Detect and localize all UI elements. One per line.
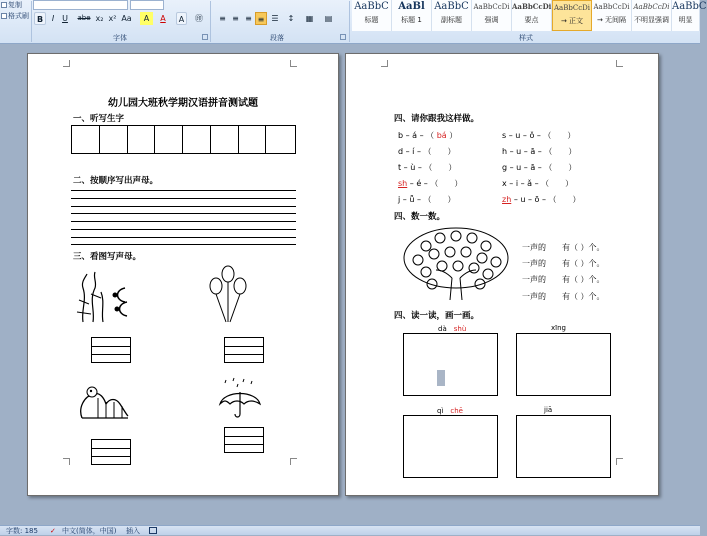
style-heading-1[interactable]: AaBl 标题 1 <box>392 0 432 31</box>
dictation-grid <box>71 125 296 154</box>
superscript-button[interactable]: x² <box>108 14 117 23</box>
crop-mark <box>63 60 70 67</box>
style-strong[interactable]: AaBbCcDi 要点 <box>512 0 552 31</box>
section-heading: 三、看图写声母。 <box>73 252 142 262</box>
bold-button[interactable]: B <box>34 12 46 25</box>
pinyin-row: b – á – （ bá ） <box>398 131 458 140</box>
pinyin-row: g – u – ā – （ ） <box>502 163 577 172</box>
crop-mark <box>290 60 297 67</box>
pinyin-row: sh – é – （ ） <box>398 179 463 188</box>
line-spacing-button[interactable]: ↕ <box>287 14 295 23</box>
crop-mark <box>63 458 70 465</box>
shading-button[interactable]: ▦ <box>305 14 314 23</box>
pinyin-row: s – u – ǒ – （ ） <box>502 131 576 140</box>
caterpillar-picture <box>76 384 134 424</box>
style-title[interactable]: AaBbC 标题 <box>352 0 392 31</box>
style-subtitle[interactable]: AaBbC 副标题 <box>432 0 472 31</box>
drawing-box[interactable] <box>403 333 498 396</box>
pinyin-row: j – ǖ – （ ） <box>398 195 456 204</box>
divider <box>31 1 32 42</box>
macro-record-icon[interactable] <box>149 527 157 534</box>
count-row: 一声的 有（ ）个。 <box>522 275 605 284</box>
pinyin-row: x – i – ǎ – （ ） <box>502 179 574 188</box>
section-heading: 一、听写生字 <box>73 114 125 124</box>
pinyin-label: qì chē <box>437 407 463 415</box>
balloons-picture <box>206 264 254 326</box>
styles-gallery <box>352 0 707 33</box>
crop-mark <box>290 458 297 465</box>
pinyin-row: zh – u – ō – （ ） <box>502 195 581 204</box>
pinyin-label: dà shù <box>438 325 467 333</box>
divider <box>349 1 350 42</box>
drawing-box[interactable] <box>516 415 611 478</box>
page-1[interactable] <box>27 53 339 496</box>
underline-button[interactable]: U <box>62 14 68 23</box>
clipboard-group <box>0 0 30 33</box>
section-heading: 二、按顺序写出声母。 <box>73 176 159 186</box>
crop-mark <box>616 60 623 67</box>
page-2[interactable] <box>345 53 659 496</box>
font-dialog-launcher-icon[interactable] <box>202 34 208 40</box>
ribbon <box>0 0 707 44</box>
justify-button[interactable]: ≡ <box>255 12 267 25</box>
drawing-box[interactable] <box>516 333 611 396</box>
copy-button[interactable]: 复制 <box>0 0 30 11</box>
text-cursor <box>437 370 445 386</box>
align-right-button[interactable]: ≡ <box>245 14 252 23</box>
crop-mark <box>381 60 388 67</box>
styles-group-label: 样式 <box>519 34 533 42</box>
answer-box <box>224 337 264 363</box>
section-heading: 四、读一读，画一画。 <box>394 311 480 321</box>
answer-box <box>91 337 131 363</box>
font-size-select[interactable] <box>130 0 164 10</box>
align-left-button[interactable]: ≡ <box>219 14 226 23</box>
font-name-select[interactable] <box>33 0 128 10</box>
subscript-button[interactable]: x₂ <box>95 14 104 23</box>
four-line-grid <box>71 190 296 214</box>
pinyin-label: xīng <box>551 324 566 332</box>
style-no-spacing[interactable]: AaBbCcDi → 无间隔 <box>592 0 632 31</box>
style-normal[interactable]: AaBbCcDi → 正文 <box>552 0 592 31</box>
paragraph-group-label: 段落 <box>270 34 284 42</box>
align-center-button[interactable]: ≡ <box>232 14 239 23</box>
format-painter-icon <box>1 13 7 19</box>
document-area[interactable] <box>0 44 700 525</box>
change-case-button[interactable]: Aa <box>121 14 132 23</box>
divider <box>210 1 211 42</box>
page-title: 幼儿园大班秋学期汉语拼音测试题 <box>108 98 258 109</box>
style-subtle-emphasis[interactable]: AaBbCcDi 不明显强调 <box>632 0 672 31</box>
drawing-box[interactable] <box>403 415 498 478</box>
char-shading-button[interactable]: A <box>176 12 187 25</box>
count-row: 一声的 有（ ）个。 <box>522 292 605 301</box>
count-row: 一声的 有（ ）个。 <box>522 259 605 268</box>
umbrella-picture <box>216 376 264 420</box>
style-intense[interactable]: AaBbC 明显 <box>672 0 700 31</box>
proofing-icon[interactable]: ✓ <box>50 527 56 535</box>
section-heading: 四、请你跟我这样做。 <box>394 114 480 124</box>
apple-tree-picture <box>400 226 510 302</box>
style-emphasis[interactable]: AaBbCcDi 强调 <box>472 0 512 31</box>
pinyin-row: t – ù – （ ） <box>398 163 457 172</box>
language-indicator[interactable]: 中文(简体，中国) <box>62 527 117 535</box>
crop-mark <box>616 458 623 465</box>
highlight-button[interactable]: A <box>140 12 153 25</box>
insert-mode[interactable]: 插入 <box>126 527 140 535</box>
enclose-char-button[interactable]: ㊞ <box>195 14 203 23</box>
plant-picture <box>75 270 137 326</box>
font-group-label: 字体 <box>113 34 127 42</box>
font-color-button[interactable]: A <box>160 14 166 23</box>
italic-button[interactable]: I <box>51 14 55 23</box>
status-bar <box>0 525 700 535</box>
paragraph-dialog-launcher-icon[interactable] <box>340 34 346 40</box>
answer-box <box>91 439 131 465</box>
borders-button[interactable]: ▤ <box>324 14 333 23</box>
strikethrough-button[interactable]: abe <box>77 14 91 22</box>
pinyin-row: h – u – ā – （ ） <box>502 147 577 156</box>
four-line-grid <box>71 221 296 245</box>
distributed-button[interactable]: ☰ <box>271 14 279 23</box>
format-painter-button[interactable]: 格式刷 <box>0 11 30 22</box>
word-count[interactable]: 字数: 185 <box>6 527 38 535</box>
answer-box <box>224 427 264 453</box>
pinyin-row: d – í – （ ） <box>398 147 456 156</box>
section-heading: 四、数一数。 <box>394 212 446 222</box>
pinyin-label: jiā <box>544 406 553 414</box>
count-row: 一声的 有（ ）个。 <box>522 243 605 252</box>
copy-icon <box>1 2 7 8</box>
